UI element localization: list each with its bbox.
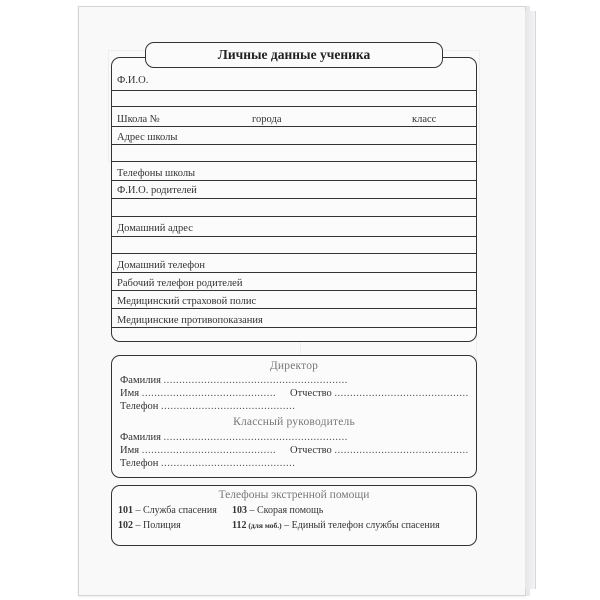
teacher-title: Классный руководитель [233, 416, 355, 428]
school-phones-line[interactable] [112, 180, 476, 181]
fio-line-2[interactable] [112, 106, 476, 107]
service-102: – Полиция [133, 520, 181, 531]
school-phones-label: Телефоны школы [117, 168, 196, 179]
contacts-section [111, 355, 477, 478]
school-number-label: Школа № [117, 114, 160, 125]
director-name-field[interactable] [120, 388, 276, 399]
teacher-surname-label: Фамилия [120, 432, 161, 443]
parents-fio-line-2[interactable] [112, 216, 476, 217]
director-phone-label: Телефон [120, 401, 159, 412]
parents-fio-label: Ф.И.О. родителей [117, 185, 197, 196]
dotted-fill: ........................................... [141, 388, 277, 399]
teacher-patronymic-label: Отчество [290, 445, 332, 456]
school-address-label: Адрес школы [117, 132, 178, 143]
contraindications-label: Медицинские противопоказания [117, 315, 263, 326]
home-phone-line[interactable] [112, 272, 476, 273]
phone-number-103: 103 [232, 505, 247, 516]
director-surname-label: Фамилия [120, 375, 161, 386]
dotted-fill: ........................................... [161, 458, 296, 469]
home-address-line-2[interactable] [112, 253, 476, 254]
dotted-fill: ........................................... [334, 388, 469, 399]
emergency-phones-section [111, 485, 477, 546]
fio-line[interactable] [112, 90, 476, 91]
phone-number-101: 101 [118, 505, 133, 516]
teacher-surname-field[interactable] [120, 432, 348, 443]
teacher-phone-field[interactable] [120, 458, 295, 469]
director-patronymic-label: Отчество [290, 388, 332, 399]
dotted-fill: ........................................... [161, 401, 296, 412]
home-address-line[interactable] [112, 236, 476, 237]
director-title: Директор [269, 360, 319, 372]
mobile-note: (для моб.) [246, 521, 282, 530]
personal-data-section [111, 57, 477, 342]
director-patronymic-field[interactable] [290, 388, 469, 399]
school-line[interactable] [112, 126, 476, 127]
school-address-line[interactable] [112, 144, 476, 145]
teacher-patronymic-field[interactable] [290, 445, 469, 456]
dotted-fill: ........................................................... [163, 375, 348, 386]
teacher-phone-label: Телефон [120, 458, 159, 469]
fio-label: Ф.И.О. [117, 75, 149, 86]
parents-work-phone-line[interactable] [112, 290, 476, 291]
service-112: – Единый телефон службы спасения [281, 520, 440, 531]
service-101: – Служба спасения [133, 505, 217, 516]
dotted-fill: ........................................... [141, 445, 277, 456]
phone-number-102: 102 [118, 520, 133, 531]
director-phone-field[interactable] [120, 401, 295, 412]
teacher-name-field[interactable] [120, 445, 276, 456]
director-name-label: Имя [120, 388, 140, 399]
home-phone-label: Домашний телефон [117, 260, 205, 271]
emergency-102 [118, 520, 181, 531]
dotted-fill: ........................................... [334, 445, 469, 456]
director-surname-field[interactable] [120, 375, 348, 386]
home-address-label: Домашний адрес [117, 223, 193, 234]
service-103: – Скорая помощь [247, 505, 324, 516]
parents-work-phone-label: Рабочий телефон родителей [117, 278, 243, 289]
insurance-label: Медицинский страховой полис [117, 296, 257, 307]
personal-data-title: Личные данные ученика [145, 42, 443, 68]
dotted-fill: ........................................................... [163, 432, 348, 443]
emergency-101 [118, 505, 217, 516]
teacher-name-label: Имя [120, 445, 140, 456]
emergency-103 [232, 505, 323, 516]
page-edge [525, 11, 536, 589]
city-label: города [252, 114, 282, 125]
school-address-line-2[interactable] [112, 161, 476, 162]
emergency-112 [232, 520, 440, 531]
contraindications-line[interactable] [112, 327, 476, 328]
phone-number-112: 112 [232, 520, 247, 531]
emergency-title: Телефоны экстренной помощи [218, 489, 370, 501]
parents-fio-line[interactable] [112, 198, 476, 199]
insurance-line[interactable] [112, 308, 476, 309]
class-label: класс [412, 114, 437, 125]
